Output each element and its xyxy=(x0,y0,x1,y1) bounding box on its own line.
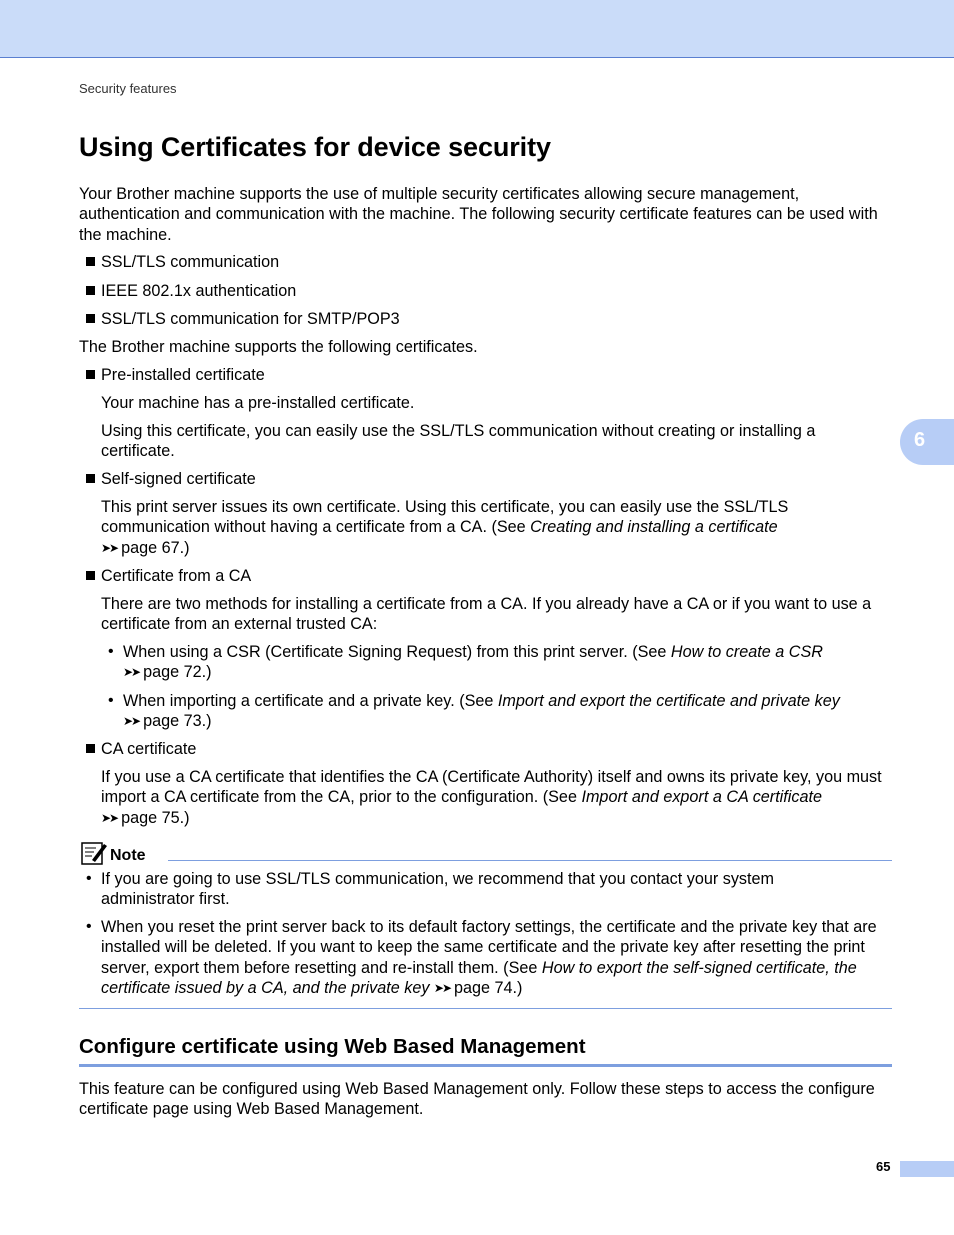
selfsigned-desc: This print server issues its own certificate. Using this certificate, you can easily use the SSL/TLS communication without having a certificate from a CA. (See Creating and installing a certificate ➤➤ page 67.) xyxy=(101,498,789,557)
note-label: Note xyxy=(110,847,146,864)
page-number: 65 xyxy=(876,1159,891,1174)
square-bullet-icon xyxy=(86,474,95,483)
running-header: Security features xyxy=(79,81,177,96)
cross-reference-link[interactable]: Import and export the certificate and private key xyxy=(497,692,840,710)
bullet-dot-icon: • xyxy=(86,870,92,887)
bullet-dot-icon: • xyxy=(86,918,92,935)
note-bottom-divider xyxy=(79,1008,892,1009)
square-bullet-icon xyxy=(86,744,95,753)
square-bullet-icon xyxy=(86,571,95,580)
preinstalled-desc-1: Your machine has a pre-installed certificate. xyxy=(101,394,415,412)
feature-item: SSL/TLS communication xyxy=(101,253,280,271)
cross-reference-link[interactable]: Import and export a CA certificate xyxy=(581,788,822,807)
square-bullet-icon xyxy=(86,257,95,266)
section-rule xyxy=(79,1064,892,1067)
chevron-right-icon: ➤➤ xyxy=(433,980,451,995)
cross-reference-link[interactable]: How to create a CSR xyxy=(670,643,823,661)
cert-type-ca: CA certificate xyxy=(101,740,197,758)
chapter-tab xyxy=(900,419,954,465)
fromca-sub-item: When importing a certificate and a private key. (See Import and export the certificate and private key ➤➤ page 73.) xyxy=(123,692,840,731)
cert-type-preinstalled: Pre-installed certificate xyxy=(101,366,265,384)
chevron-right-icon: ➤➤ xyxy=(123,665,140,680)
feature-item: SSL/TLS communication for SMTP/POP3 xyxy=(101,310,400,328)
section-heading: Configure certificate using Web Based Management xyxy=(79,1035,586,1058)
cert-type-fromca: Certificate from a CA xyxy=(101,567,252,585)
chevron-right-icon: ➤➤ xyxy=(101,540,118,555)
note-item: If you are going to use SSL/TLS communication, we recommend that you contact your system administrator first. xyxy=(101,870,775,909)
chevron-right-icon: ➤➤ xyxy=(123,714,140,729)
cert-type-selfsigned: Self-signed certificate xyxy=(101,470,256,488)
footer-band xyxy=(900,1161,954,1177)
ca-desc: If you use a CA certificate that identifies the CA (Certificate Authority) itself and owns its private key, you must import a CA certificate from the CA, prior to the configuration. (See Import and export a CA certificate ➤➤ page 75.) xyxy=(101,768,882,827)
square-bullet-icon xyxy=(86,370,95,379)
fromca-sub-item: When using a CSR (Certificate Signing Request) from this print server. (See How to create a CSR ➤➤ page 72.) xyxy=(123,643,823,682)
note-divider xyxy=(168,860,892,861)
intro-paragraph: Your Brother machine supports the use of multiple security certificates allowing secure management, authentication and communication with the machine. The following security certificate features can be used with the machine. xyxy=(79,185,878,244)
bullet-dot-icon: • xyxy=(108,643,114,660)
feature-item: IEEE 802.1x authentication xyxy=(101,282,297,300)
header-band xyxy=(0,0,954,58)
supports-paragraph: The Brother machine supports the following certificates. xyxy=(79,338,478,356)
square-bullet-icon xyxy=(86,286,95,295)
page-title: Using Certificates for device security xyxy=(79,132,551,162)
chapter-number: 6 xyxy=(914,429,926,451)
section-paragraph: This feature can be configured using Web Based Management only. Follow these steps to access the configure certificate page using Web Based Management. xyxy=(79,1080,875,1119)
bullet-dot-icon: • xyxy=(108,692,114,709)
preinstalled-desc-2: Using this certificate, you can easily use the SSL/TLS communication without creating or installing a certificate. xyxy=(101,422,816,461)
note-pencil-icon xyxy=(80,840,108,866)
note-item: When you reset the print server back to its default factory settings, the certificate and the private key that are installed will be deleted. If you want to keep the same certificate and the private key after resetting the print server, export them before resetting and re-install them. (See How to export the self-signed certificate, the certificate issued by a CA, and the private key ➤➤ page 74.) xyxy=(101,918,877,997)
cross-reference-link[interactable]: Creating and installing a certificate xyxy=(530,518,778,537)
square-bullet-icon xyxy=(86,314,95,323)
chevron-right-icon: ➤➤ xyxy=(101,810,118,825)
cross-reference-link[interactable]: How to export the self-signed certificate, the certificate issued by a CA, and the private key xyxy=(101,958,857,997)
fromca-desc: There are two methods for installing a certificate from a CA. If you already have a CA or if you want to use a certificate from an external trusted CA: xyxy=(101,595,872,634)
